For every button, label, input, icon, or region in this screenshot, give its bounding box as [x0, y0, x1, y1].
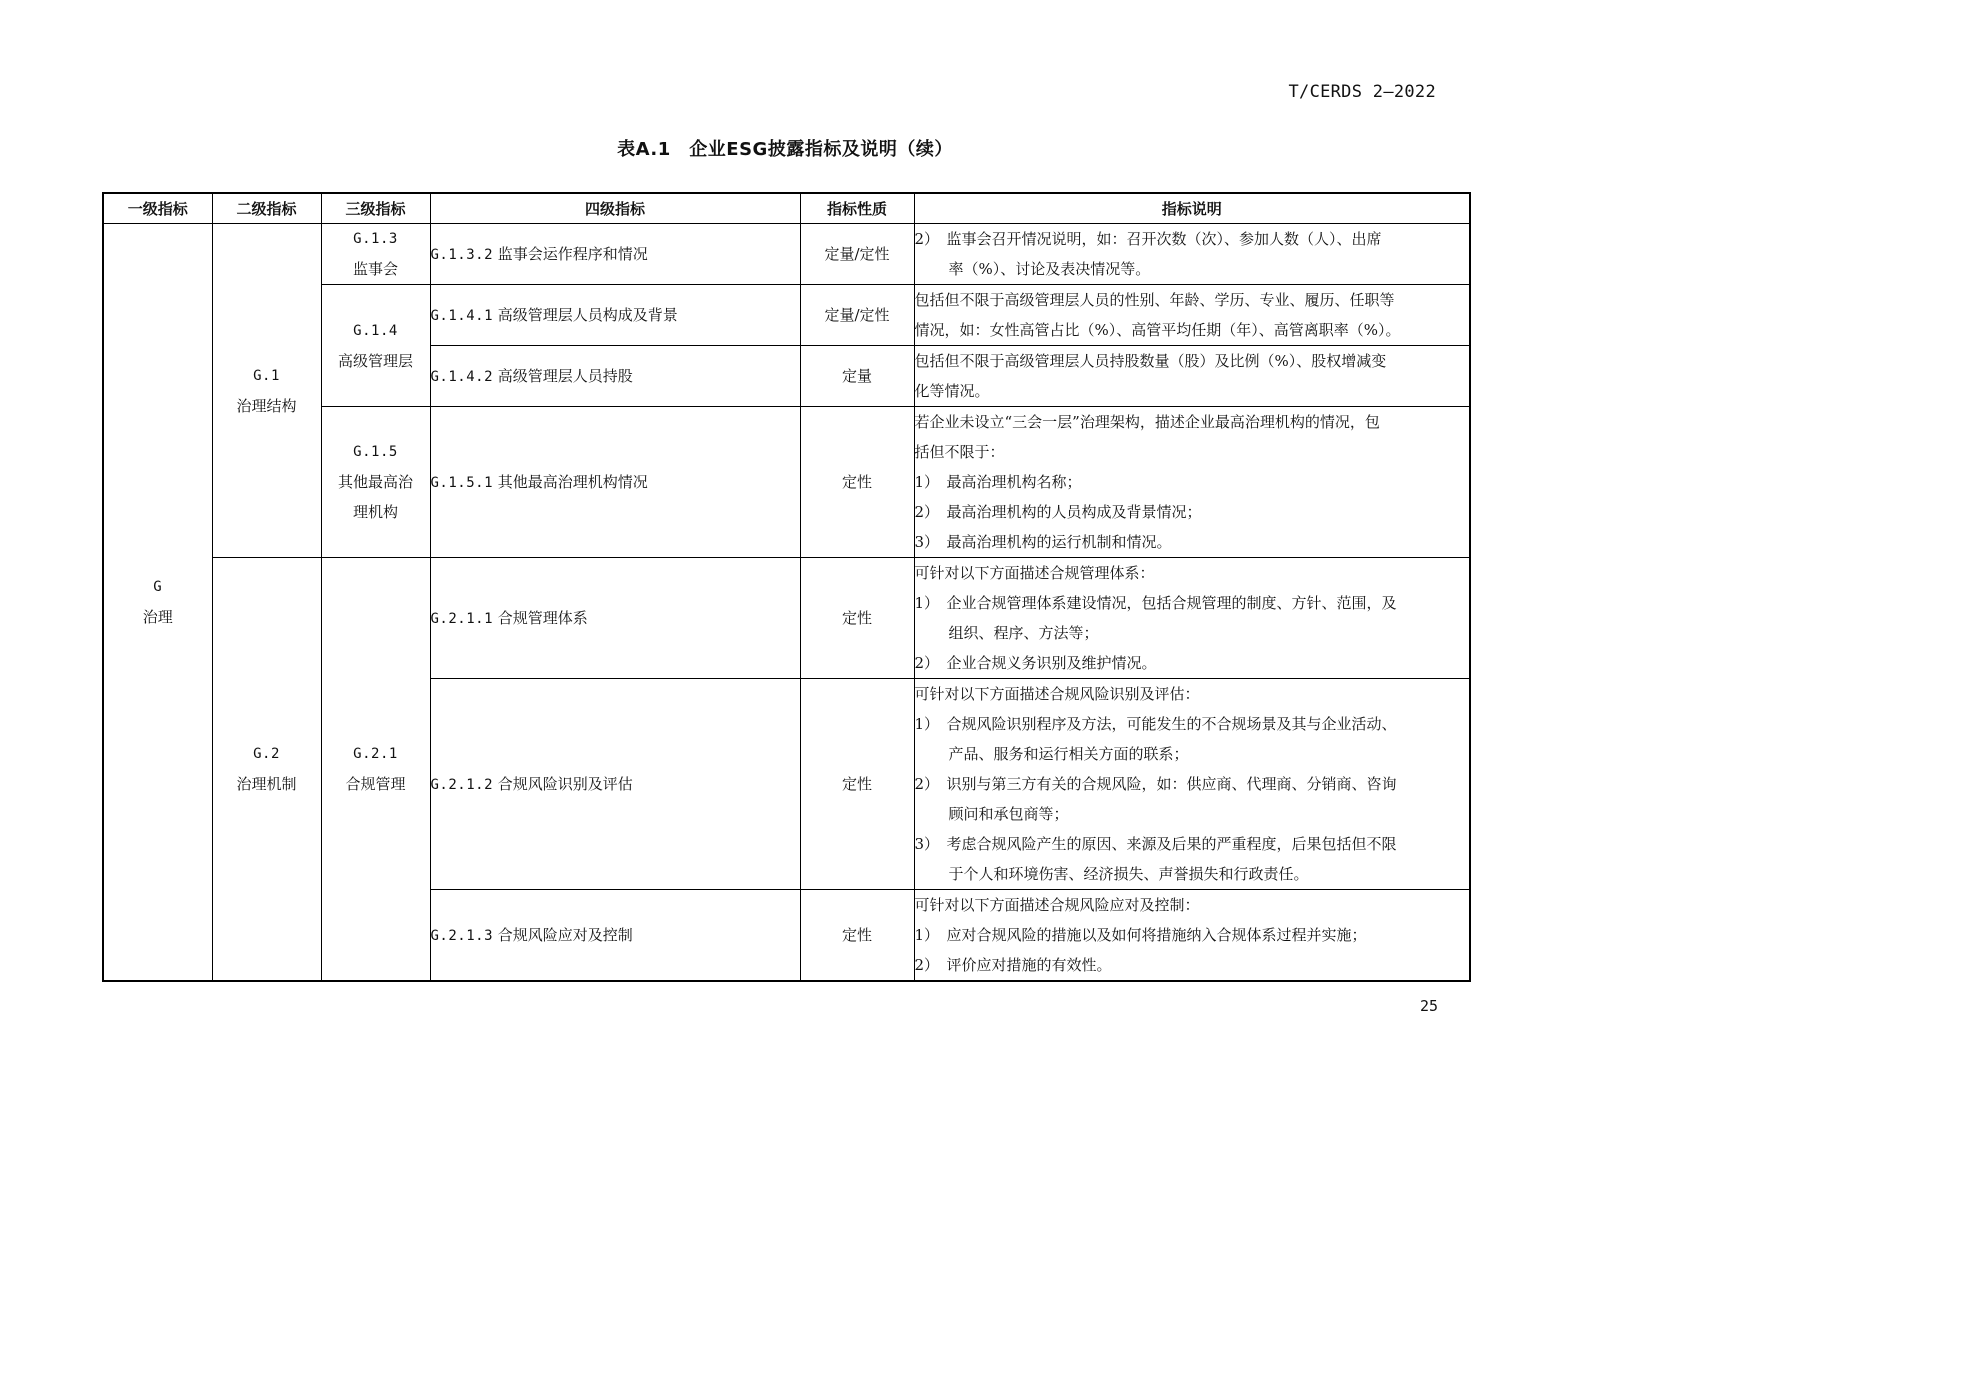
description-line: 化等情况。 — [914, 382, 990, 400]
description-cell — [914, 558, 1470, 679]
description-line: 1） 企业合规管理体系建设情况，包括合规管理的制度、方针、范围，及 — [914, 594, 1397, 612]
level4-cell — [430, 346, 800, 407]
description-cell — [914, 285, 1470, 346]
level4-code: G.1.5.1 — [430, 474, 494, 491]
level3-name: 监事会 — [352, 260, 398, 278]
column-header-description: 指标说明 — [914, 193, 1470, 224]
level3-cell-g21 — [321, 558, 430, 982]
column-header-nature: 指标性质 — [800, 193, 914, 224]
description-cell — [914, 346, 1470, 407]
level3-code: G.1.5 — [353, 444, 398, 460]
level3-code: G.1.3 — [353, 231, 398, 247]
description-line: 于个人和环境伤害、经济损失、声誉损失和行政责任。 — [948, 865, 1309, 883]
description-line: 3） 考虑合规风险产生的原因、来源及后果的严重程度，后果包括但不限 — [914, 835, 1397, 853]
level4-code: G.2.1.1 — [430, 610, 494, 627]
table-header-row — [103, 193, 1470, 224]
nature-cell: 定性 — [800, 890, 914, 982]
level4-cell — [430, 407, 800, 558]
description-line: 2） 评价应对措施的有效性。 — [914, 956, 1112, 974]
level2-code: G.2 — [253, 746, 280, 762]
description-cell — [914, 407, 1470, 558]
level4-code: G.1.4.2 — [430, 368, 494, 385]
document-code: T/CERDS 2—2022 — [1288, 82, 1436, 102]
level4-name: 合规风险识别及评估 — [497, 774, 633, 793]
description-line: 顾问和承包商等； — [948, 805, 1069, 823]
description-line: 若企业未设立“三会一层”治理架构，描述企业最高治理机构的情况，包 — [914, 413, 1380, 431]
level3-cell-g13 — [321, 224, 430, 285]
description-line: 率（%）、讨论及表决情况等。 — [948, 260, 1151, 278]
level2-name: 治理结构 — [236, 396, 297, 415]
description-cell — [914, 679, 1470, 890]
description-line: 产品、服务和运行相关方面的联系； — [948, 745, 1189, 763]
level4-code: G.1.3.2 — [430, 246, 494, 263]
level3-name: 理机构 — [352, 503, 398, 521]
level4-cell — [430, 679, 800, 890]
level4-cell — [430, 285, 800, 346]
description-cell — [914, 890, 1470, 982]
description-line: 可针对以下方面描述合规风险应对及控制： — [914, 896, 1200, 914]
description-line: 3） 最高治理机构的运行机制和情况。 — [914, 533, 1172, 551]
nature-cell: 定量/定性 — [800, 224, 914, 285]
description-line: 1） 合规风险识别程序及方法，可能发生的不合规场景及其与企业活动、 — [914, 715, 1397, 733]
level4-cell — [430, 890, 800, 982]
level4-code: G.1.4.1 — [430, 307, 494, 324]
description-line: 情况，如：女性高管占比（%）、高管平均任期（年）、高管离职率（%）。 — [914, 321, 1401, 339]
nature-cell: 定性 — [800, 407, 914, 558]
description-line: 括但不限于： — [914, 443, 1005, 461]
level4-code: G.2.1.2 — [430, 776, 494, 793]
description-line: 可针对以下方面描述合规风险识别及评估： — [914, 685, 1200, 703]
table-row — [103, 558, 1470, 679]
level3-name: 其他最高治 — [337, 473, 413, 491]
level3-name: 高级管理层 — [337, 351, 413, 370]
nature-cell: 定性 — [800, 679, 914, 890]
level3-code: G.2.1 — [353, 746, 398, 762]
level2-cell-g2 — [212, 558, 321, 982]
table-title: 表A.1 企业ESG披露指标及说明（续） — [617, 139, 953, 160]
level3-cell-g14 — [321, 285, 430, 407]
nature-cell: 定量/定性 — [800, 285, 914, 346]
level3-cell-g15 — [321, 407, 430, 558]
level4-code: G.2.1.3 — [430, 927, 494, 944]
description-line: 2） 监事会召开情况说明，如：召开次数（次）、参加人数（人）、出席 — [914, 230, 1382, 248]
level3-code: G.1.4 — [353, 322, 398, 339]
table-row — [103, 224, 1470, 285]
nature-cell: 定量 — [800, 346, 914, 407]
description-line: 组织、程序、方法等； — [948, 624, 1099, 642]
column-header-level3: 三级指标 — [321, 193, 430, 224]
description-line: 包括但不限于高级管理层人员的性别、年龄、学历、专业、履历、任职等 — [914, 291, 1395, 309]
column-header-level4: 四级指标 — [430, 193, 800, 224]
column-header-level2: 二级指标 — [212, 193, 321, 224]
level1-code: G — [153, 579, 163, 595]
description-line: 2） 识别与第三方有关的合规风险，如：供应商、代理商、分销商、咨询 — [914, 775, 1397, 793]
description-line: 包括但不限于高级管理层人员持股数量（股）及比例（%）、股权增减变 — [914, 352, 1387, 370]
level2-cell-g1 — [212, 224, 321, 558]
column-header-level1: 一级指标 — [103, 193, 212, 224]
level4-name: 其他最高治理机构情况 — [497, 472, 648, 491]
level4-cell — [430, 558, 800, 679]
level2-code: G.1 — [253, 367, 280, 384]
level4-name: 合规管理体系 — [497, 608, 588, 627]
level4-name: 高级管理层人员持股 — [497, 366, 633, 385]
level4-cell — [430, 224, 800, 285]
level1-name: 治理 — [142, 608, 173, 626]
esg-indicator-table — [102, 192, 1471, 982]
level3-name: 合规管理 — [345, 775, 406, 793]
level4-name: 合规风险应对及控制 — [497, 925, 633, 944]
description-line: 可针对以下方面描述合规管理体系： — [914, 564, 1155, 582]
level4-name: 高级管理层人员构成及背景 — [497, 305, 678, 324]
level1-cell — [103, 224, 212, 982]
level4-name: 监事会运作程序和情况 — [497, 244, 648, 263]
description-line: 1） 最高治理机构名称； — [914, 473, 1082, 491]
description-line: 2） 企业合规义务识别及维护情况。 — [914, 654, 1157, 672]
nature-cell: 定性 — [800, 558, 914, 679]
description-line: 1） 应对合规风险的措施以及如何将措施纳入合规体系过程并实施； — [914, 926, 1367, 944]
level2-name: 治理机制 — [236, 775, 297, 793]
page-number: 25 — [1419, 997, 1438, 1015]
description-line: 2） 最高治理机构的人员构成及背景情况； — [914, 503, 1202, 521]
description-cell — [914, 224, 1470, 285]
